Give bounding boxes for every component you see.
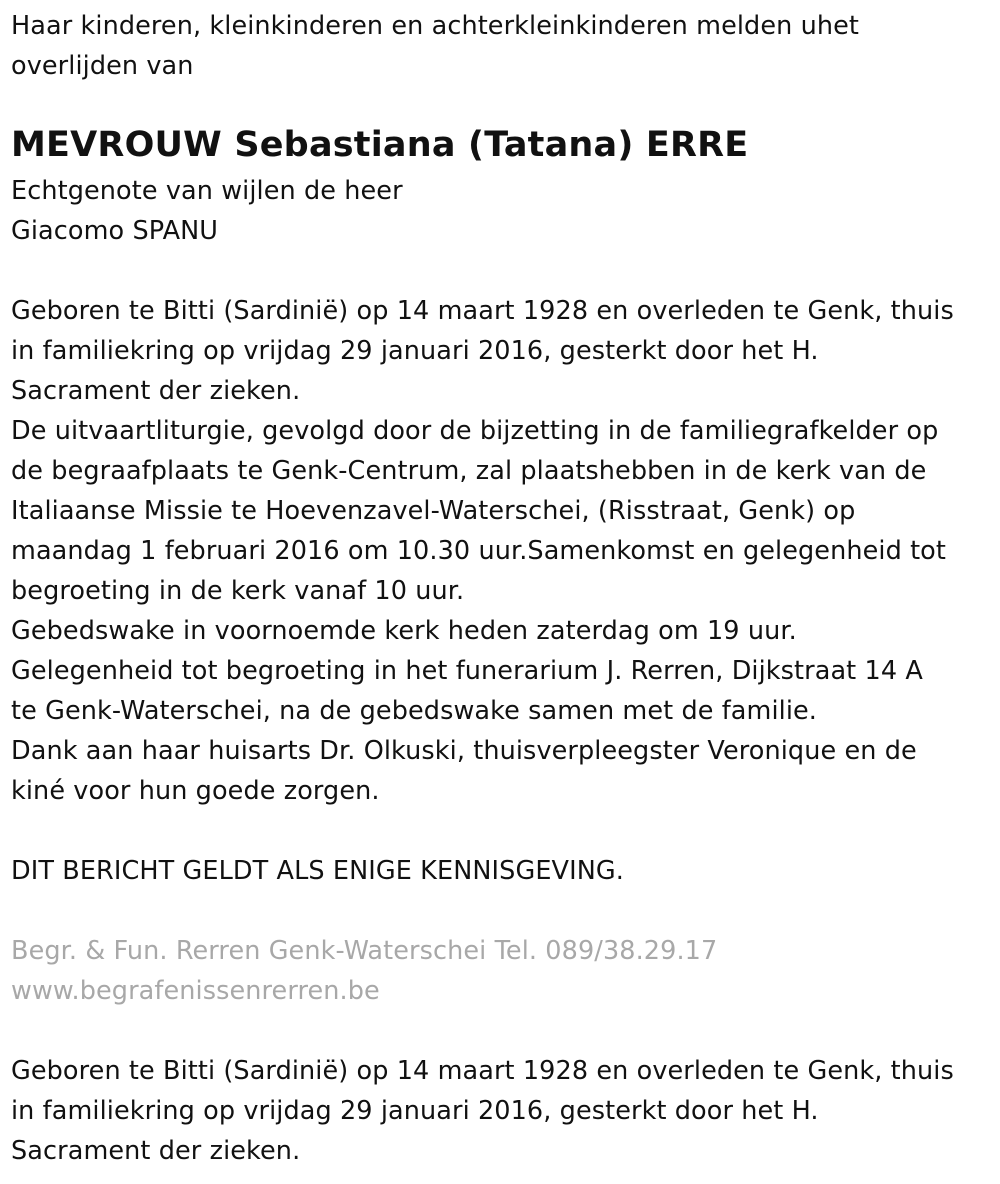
spouse-line: Giacomo SPANU — [11, 216, 219, 246]
body-line: Dank aan haar huisarts Dr. Olkuski, thuisverpleegster Veronique en de — [11, 736, 917, 766]
body-line: in familiekring op vrijdag 29 januari 2016, gesterkt door het H. — [11, 336, 819, 366]
body-line: kiné voor hun goede zorgen. — [11, 776, 380, 806]
intro-line: Haar kinderen, kleinkinderen en achterkleinkinderen melden uhet — [11, 11, 859, 41]
spacer — [11, 811, 990, 851]
funeral-home-line: Begr. & Fun. Rerren Genk-Waterschei Tel. 089/38.29.17 — [11, 936, 718, 966]
body-line: maandag 1 februari 2016 om 10.30 uur.Samenkomst en gelegenheid tot — [11, 536, 946, 566]
body-line: Italiaanse Missie te Hoevenzavel-Waterschei, (Risstraat, Genk) op — [11, 496, 856, 526]
deceased-name: MEVROUW Sebastiana (Tatana) ERRE — [11, 125, 749, 165]
spacer — [11, 891, 990, 931]
repeat-line: Sacrament der zieken. — [11, 1136, 301, 1166]
body-line: begroeting in de kerk vanaf 10 uur. — [11, 576, 465, 606]
body-paragraph — [11, 291, 990, 811]
intro-line: overlijden van — [11, 51, 194, 81]
body-line: Gebedswake in voornoemde kerk heden zaterdag om 19 uur. — [11, 616, 797, 646]
body-line: te Genk-Waterschei, na de gebedswake samen met de familie. — [11, 696, 818, 726]
funeral-home-info — [11, 931, 990, 1011]
body-line: Geboren te Bitti (Sardinië) op 14 maart 1928 en overleden te Genk, thuis — [11, 296, 954, 326]
body-line: Sacrament der zieken. — [11, 376, 301, 406]
spacer — [11, 251, 990, 291]
body-line: De uitvaartliturgie, gevolgd door de bijzetting in de familiegrafkelder op — [11, 416, 939, 446]
body-line: de begraafplaats te Genk-Centrum, zal plaatshebben in de kerk van de — [11, 456, 927, 486]
repeat-line: Geboren te Bitti (Sardinië) op 14 maart 1928 en overleden te Genk, thuis — [11, 1056, 954, 1086]
intro-paragraph — [11, 6, 990, 86]
spacer — [11, 1011, 990, 1051]
spouse-info — [11, 171, 990, 251]
notice-line: DIT BERICHT GELDT ALS ENIGE KENNISGEVING. — [11, 856, 624, 886]
spouse-line: Echtgenote van wijlen de heer — [11, 176, 403, 206]
repeat-paragraph — [11, 1051, 990, 1171]
body-line: Gelegenheid tot begroeting in het funerarium J. Rerren, Dijkstraat 14 A — [11, 656, 923, 686]
funeral-home-website: www.begrafenissenrerren.be — [11, 976, 380, 1006]
repeat-line: in familiekring op vrijdag 29 januari 2016, gesterkt door het H. — [11, 1096, 819, 1126]
